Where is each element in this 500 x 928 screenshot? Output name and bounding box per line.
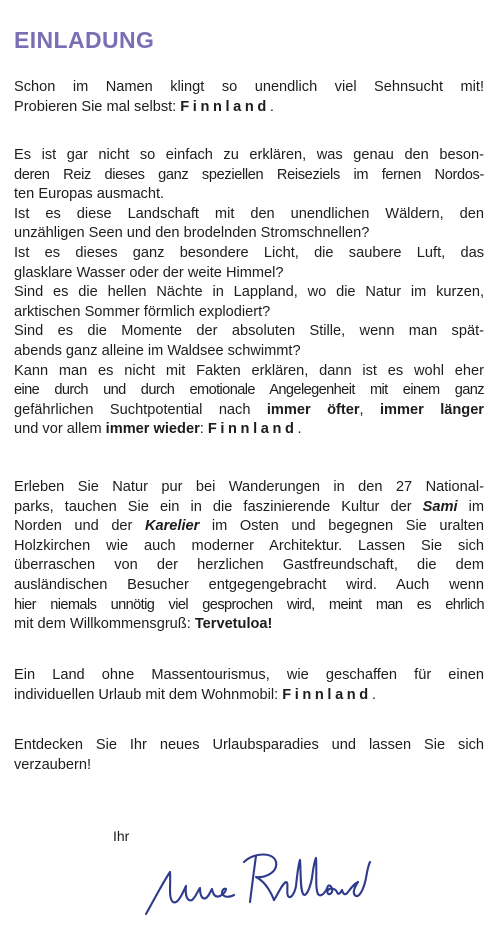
country-name-emphasis: Finnland [180, 98, 270, 115]
country-name-emphasis: Finnland [282, 686, 372, 703]
handwritten-signature [140, 848, 380, 920]
text-segment: im [457, 498, 484, 515]
bold-phrase: immer länger [379, 401, 484, 418]
text-segment: Norden und der [14, 518, 145, 535]
bold-italic-phrase: Karelier [144, 518, 200, 535]
text-line: Sind es die Momente der absoluten Stille, wenn man spät- [14, 323, 484, 340]
text-segment: und vor allem [14, 421, 106, 438]
text-line: überraschen von der herzlichen Gastfreundschaft, die dem [14, 557, 484, 574]
text-line: eine durch und durch emotionale Angelegenheit mit einem ganz [14, 382, 484, 399]
closing-paragraph [14, 736, 484, 775]
text-segment: gefährlichen Suchtpotential nach [14, 401, 267, 418]
text-line: Ein Land ohne Massentourismus, wie geschaffen für einen [14, 667, 484, 683]
text-line [14, 401, 484, 421]
text-line: Ist es dieses ganz besondere Licht, die saubere Luft, das [14, 244, 484, 261]
text-line [14, 615, 484, 635]
text-line: ten Europas ausmacht. [14, 186, 165, 203]
bold-italic-phrase: Sami [422, 498, 458, 515]
text-line [14, 98, 484, 118]
text-segment: , [359, 401, 380, 418]
text-line: Erleben Sie Natur pur bei Wanderungen in den 27 National- [14, 479, 484, 495]
text-line: Schon im Namen klingt so unendlich viel Sehnsucht mit! [14, 79, 484, 95]
text-segment: . [269, 98, 274, 115]
text-segment: . [371, 686, 376, 703]
text-line: hier niemals unnötig viel gesprochen wird, meint man es ehrlich [14, 596, 484, 613]
bold-phrase: Tervetuloa! [194, 616, 273, 633]
bold-phrase: immer öfter [266, 401, 360, 418]
text-line [14, 686, 484, 706]
text-segment: Probieren Sie mal selbst: [14, 98, 181, 115]
page-title: EINLADUNG [14, 27, 155, 53]
text-line: Es ist gar nicht so einfach zu erklären, was genau den beson- [14, 147, 484, 163]
text-line: glasklare Wasser oder der weite Himmel? [14, 264, 284, 281]
text-line: Holzkirchen wie auch moderner Architektur. Lassen Sie sich [14, 537, 484, 554]
closing-salutation: Ihr [113, 828, 130, 844]
text-line [14, 498, 484, 518]
text-line: Sind es die hellen Nächte in Lappland, wo die Natur im kurzen, [14, 284, 484, 301]
text-line [14, 420, 484, 440]
text-segment: mit dem Willkommensgruß: [14, 616, 195, 633]
text-line: ausländischen Besucher entgegengebracht wird. Auch wenn [14, 576, 484, 593]
bold-phrase: immer wieder [105, 421, 200, 438]
country-name-emphasis: Finnland [207, 421, 298, 438]
text-line: Ist es diese Landschaft mit den unendlichen Wäldern, den [14, 205, 484, 222]
text-line: arktischen Sommer förmlich explodiert? [14, 303, 271, 320]
text-line: deren Reiz dieses ganz speziellen Reiseziels im fernen Nordos- [14, 166, 484, 183]
text-line: Kann man es nicht mit Fakten erklären, dann ist es wohl eher [14, 362, 484, 379]
text-segment: individuellen Urlaub mit dem Wohnmobil: [14, 686, 283, 703]
text-segment: : [199, 421, 208, 438]
text-line [14, 517, 484, 537]
experience-paragraph [14, 478, 484, 635]
text-line: Entdecken Sie Ihr neues Urlaubsparadies und lassen Sie sich [14, 737, 484, 753]
text-line: abends ganz alleine im Waldsee schwimmt? [14, 342, 301, 359]
text-segment: . [297, 421, 302, 438]
text-line: unzähligen Seen und den brodelnden Stromschnellen? [14, 225, 370, 242]
text-segment: parks, tauchen Sie ein in die faszinierende Kultur der [14, 498, 423, 515]
questions-paragraph [14, 146, 484, 440]
intro-paragraph [14, 78, 484, 117]
motorhome-paragraph [14, 666, 484, 705]
text-segment: im Osten und begegnen Sie uralten [199, 518, 484, 535]
text-line: verzaubern! [14, 756, 92, 773]
